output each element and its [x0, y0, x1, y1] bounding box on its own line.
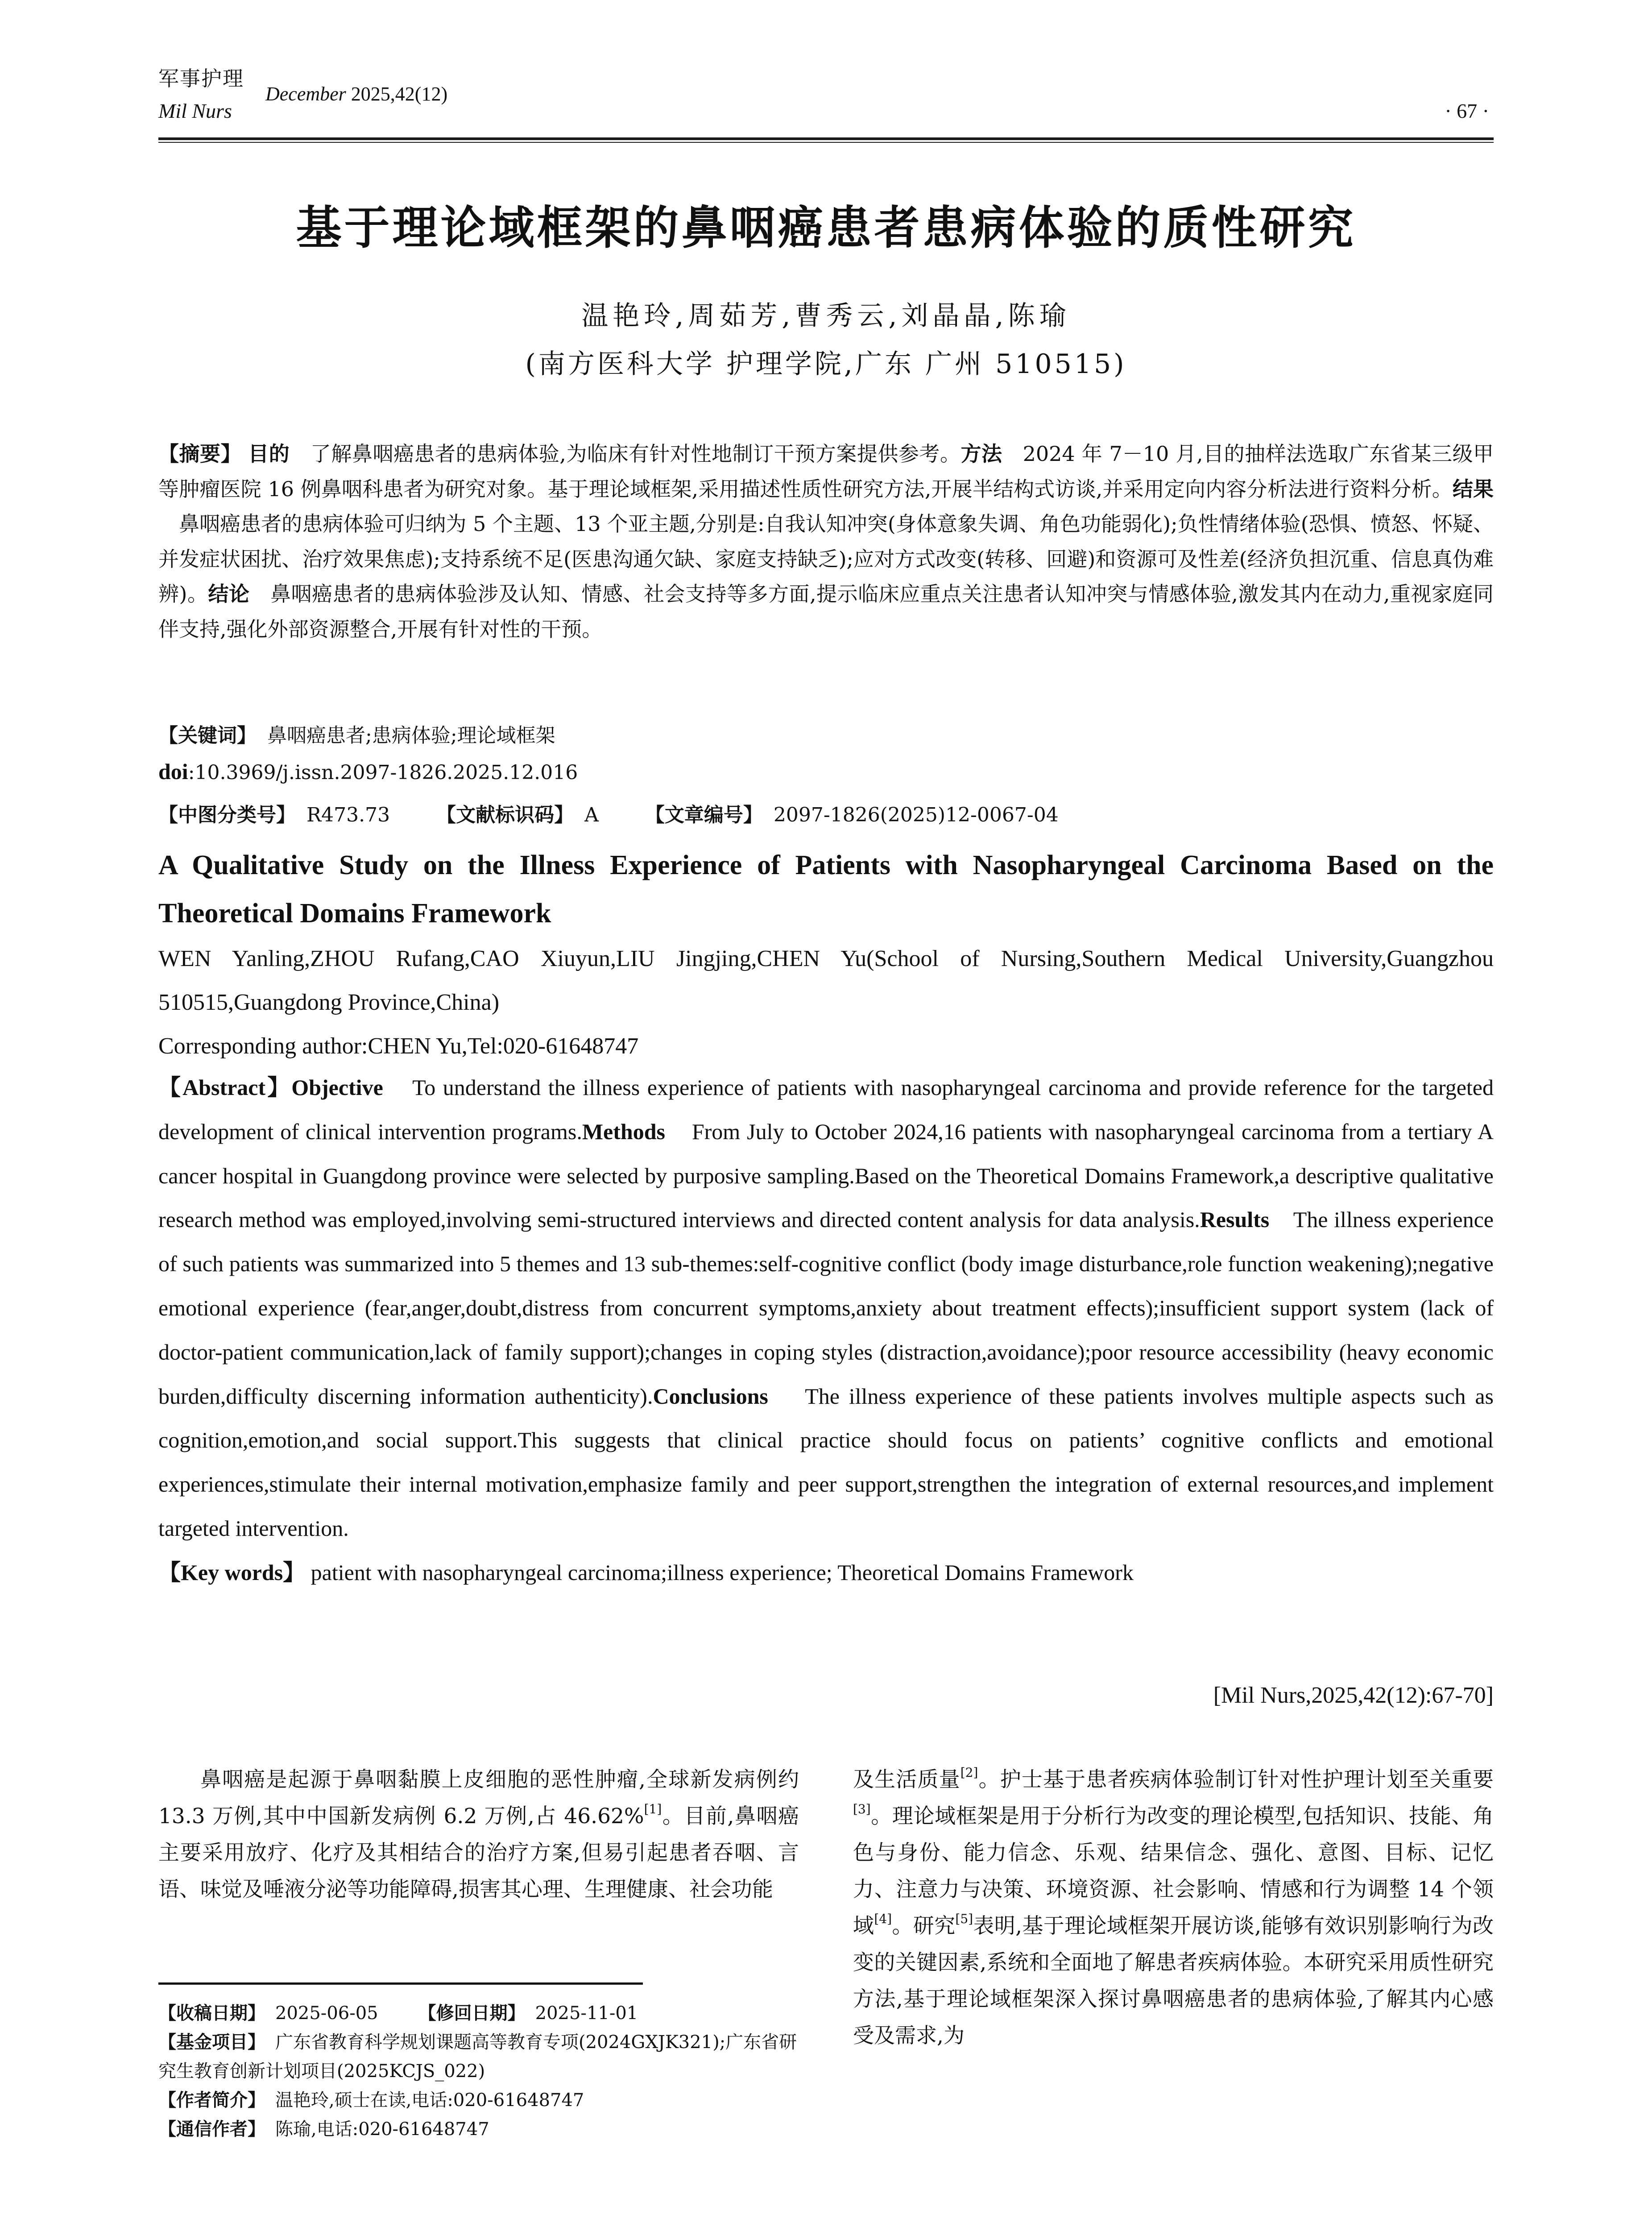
reference-marker[interactable]: [2]: [960, 1765, 978, 1780]
body-text: 鼻咽癌是起源于鼻咽黏膜上皮细胞的恶性肿瘤,全球新发病例约 13.3 万例,其中中国新发病例 6.2 万例,占 46.62%: [158, 1767, 799, 1829]
reference-marker[interactable]: [5]: [955, 1912, 973, 1926]
author-bio-value: 温艳玲,硕士在读,电话:020-61648747: [275, 2090, 584, 2111]
footnote-dates: [158, 1999, 799, 2028]
body-paragraph: [158, 1762, 799, 1908]
fund-label: 【基金项目】: [158, 2032, 265, 2053]
author-bio-label: 【作者简介】: [158, 2090, 265, 2111]
methods-text-cn: 2024 年 7－10 月,目的抽样法选取广东省某三级甲等肿瘤医院 16 例鼻咽科患者为研究对象。基于理论域框架,采用描述性质性研究方法,开展半结构式访谈,并采用定向内容分析法进行资料分析。: [158, 442, 1494, 501]
revised-date: 2025-11-01: [535, 2003, 638, 2024]
journal-name-en: Mil Nurs: [158, 100, 232, 122]
body-text: 及生活质量: [853, 1767, 961, 1792]
body-text: 。理论域框架是用于分析行为改变的理论模型,包括知识、技能、角色与身份、能力信念、乐观、结果信念、强化、意图、目标、记忆力、注意力与决策、环境资源、社会影响、情感和行为调整 14 个领域: [853, 1804, 1494, 1938]
article-id: [645, 799, 1059, 827]
affiliation-cn: (南方医科大学 护理学院,广东 广州 510515): [525, 348, 1127, 380]
doi-value[interactable]: :10.3969/j.issn.2097-1826.2025.12.016: [188, 761, 578, 784]
clc-number: [158, 799, 390, 827]
header-rule: [158, 137, 1494, 143]
issue-month: December: [265, 83, 346, 105]
objective-label-en: Objective: [291, 1075, 383, 1100]
fund-value: 广东省教育科学规划课题高等教育专项(2024GXJK321);广东省研究生教育创新计划项目(2025KCJS_022): [158, 2032, 797, 2082]
body-text: 表明,基于理论域框架开展访谈,能够有效识别影响行为改变的关键因素,系统和全面地了解患者疾病体验。本研究采用质性研究方法,基于理论域框架深入探讨鼻咽癌患者的患病体验,了解其内心感受及需求,为: [853, 1914, 1494, 2048]
objective-label-cn: 目的: [248, 442, 290, 466]
body-text: 。目前,鼻咽癌主要采用放疗、化疗及其相结合的治疗方案,但易引起患者吞咽、言语、味觉及唾液分泌等功能障碍,损害其心理、生理健康、社会功能: [158, 1804, 799, 1902]
body-paragraph: [853, 1762, 1494, 2054]
methods-label-cn: 方法: [961, 442, 1002, 466]
body-text: 。护士基于患者疾病体验制订针对性护理计划至关重要: [978, 1767, 1494, 1792]
results-text-en: The illness experience of such patients was summarized into 5 themes and 13 sub-themes:self-cognitive conflict (body image disturbance,role function weakening);negative emotional experience (fear,anger,doubt,distress from concurrent symptoms,anxiety about treatment effects);insufficient support system (lack of doctor-patient communication,lack of family support);changes in coping styles (distraction,avoidance);poor resource accessibility (heavy economic burden,difficulty discerning information authenticity).: [158, 1207, 1494, 1409]
doi-label: doi: [158, 759, 188, 784]
reference-marker[interactable]: [3]: [853, 1802, 871, 1816]
corresponding-label: 【通信作者】: [158, 2119, 265, 2140]
clc-label: 【中图分类号】: [158, 804, 296, 826]
keywords-value-en: patient with nasopharyngeal carcinoma;illness experience; Theoretical Domains Framework: [311, 1559, 1134, 1585]
authors-cn: 温艳玲,周茹芳,曹秀云,刘晶晶,陈瑜: [581, 300, 1071, 332]
reference-marker[interactable]: [4]: [874, 1912, 892, 1926]
footnote-corresponding: [158, 2115, 799, 2144]
methods-label-en: Methods: [582, 1119, 665, 1144]
reference-marker[interactable]: [1]: [644, 1802, 662, 1816]
document-code-value: A: [584, 804, 599, 826]
citation: [Mil Nurs,2025,42(12):67-70]: [1213, 1683, 1494, 1708]
received-date: 2025-06-05: [275, 2003, 378, 2024]
article-title-en: A Qualitative Study on the Illness Experience of Patients with Nasopharyngeal Carcinoma Based on the Theoretical Domains Framework: [158, 850, 1494, 929]
document-code: [436, 799, 599, 827]
running-header: [158, 58, 1494, 143]
clc-value: R473.73: [306, 804, 390, 826]
issue-info: [265, 83, 447, 105]
abstract-label-cn: 【摘要】: [158, 442, 242, 466]
body-column-left: [158, 1762, 799, 1908]
keywords-value-cn: 鼻咽癌患者;患病体验;理论域框架: [267, 724, 555, 747]
results-text-cn: 鼻咽癌患者的患病体验可归纳为 5 个主题、13 个亚主题,分别是:自我认知冲突(身体意象失调、角色功能弱化);负性情绪体验(恐惧、愤怒、怀疑、并发症状困扰、治疗效果焦虑);支持系统不足(医患沟通欠缺、家庭支持缺乏);应对方式改变(转移、回避)和资源可及性差(经济负担沉重、信息真伪难辨)。: [158, 512, 1494, 606]
abstract-label-en: 【Abstract】: [158, 1075, 292, 1100]
results-label-en: Results: [1200, 1207, 1270, 1232]
body-column-right: [853, 1762, 1494, 2054]
classification-line: [158, 799, 1494, 827]
document-code-label: 【文献标识码】: [436, 804, 574, 826]
keywords-label-cn: 【关键词】: [158, 724, 257, 747]
article-title-cn: 基于理论域框架的鼻咽癌患者患病体验的质性研究: [296, 202, 1356, 255]
footnote-author: [158, 2086, 799, 2115]
article-id-value: 2097-1826(2025)12-0067-04: [773, 804, 1059, 826]
conclusions-label-en: Conclusions: [653, 1383, 768, 1409]
footnote-rule: [158, 1982, 643, 1985]
received-label: 【收稿日期】: [158, 2003, 265, 2024]
objective-text-en: To understand the illness experience of patients with nasopharyngeal carcinoma and provide reference for the targeted development of clinical intervention programs.: [158, 1075, 1494, 1144]
doi-line: [158, 759, 1494, 784]
results-label-cn: 结果: [1452, 477, 1494, 501]
keywords-cn: [158, 719, 1494, 748]
journal-name-cn: 军事护理: [158, 66, 244, 91]
authors-en: WEN Yanling,ZHOU Rufang,CAO Xiuyun,LIU Jingjing,CHEN Yu(School of Nursing,Southern Medical University,Guangzhou 510515,Guangdong Province,China): [158, 946, 1494, 1015]
article-id-label: 【文章编号】: [645, 804, 763, 826]
issue-year-volume: 2025,42(12): [351, 83, 448, 105]
abstract-cn: [158, 436, 1494, 647]
body-text: 。研究: [892, 1914, 956, 1938]
conclusion-text-cn: 鼻咽癌患者的患病体验涉及认知、情感、社会支持等多方面,提示临床应重点关注患者认知冲突与情感体验,激发其内在动力,重视家庭同伴支持,强化外部资源整合,开展有针对性的干预。: [158, 582, 1494, 641]
footnote-fund: [158, 2028, 799, 2086]
methods-text-en: From July to October 2024,16 patients with nasopharyngeal carcinoma from a tertiary A cancer hospital in Guangdong province were selected by purposive sampling.Based on the Theoretical Domains Framework,a descriptive qualitative research method was employed,involving semi-structured interviews and directed content analysis for data analysis.: [158, 1119, 1494, 1232]
conclusions-text-en: The illness experience of these patients involves multiple aspects such as cognition,emotion,and social support.This suggests that clinical practice should focus on patients’ cognitive conflicts and emotional experiences,stimulate their internal motivation,emphasize family and peer support,strengthen the integration of external resources,and implement targeted intervention.: [158, 1383, 1494, 1541]
footnotes: [158, 1999, 799, 2144]
revised-label: 【修回日期】: [418, 2003, 526, 2024]
corresponding-author-en: Corresponding author:CHEN Yu,Tel:020-61648747: [158, 1033, 639, 1059]
objective-text-cn: 了解鼻咽癌患者的患病体验,为临床有针对性地制订干预方案提供参考。: [310, 442, 961, 466]
keywords-label-en: 【Key words】: [158, 1559, 306, 1585]
corresponding-value: 陈瑜,电话:020-61648747: [275, 2119, 489, 2140]
abstract-en: [158, 1066, 1494, 1595]
conclusion-label-cn: 结论: [208, 582, 250, 606]
page-number: · 67 ·: [1445, 100, 1489, 122]
